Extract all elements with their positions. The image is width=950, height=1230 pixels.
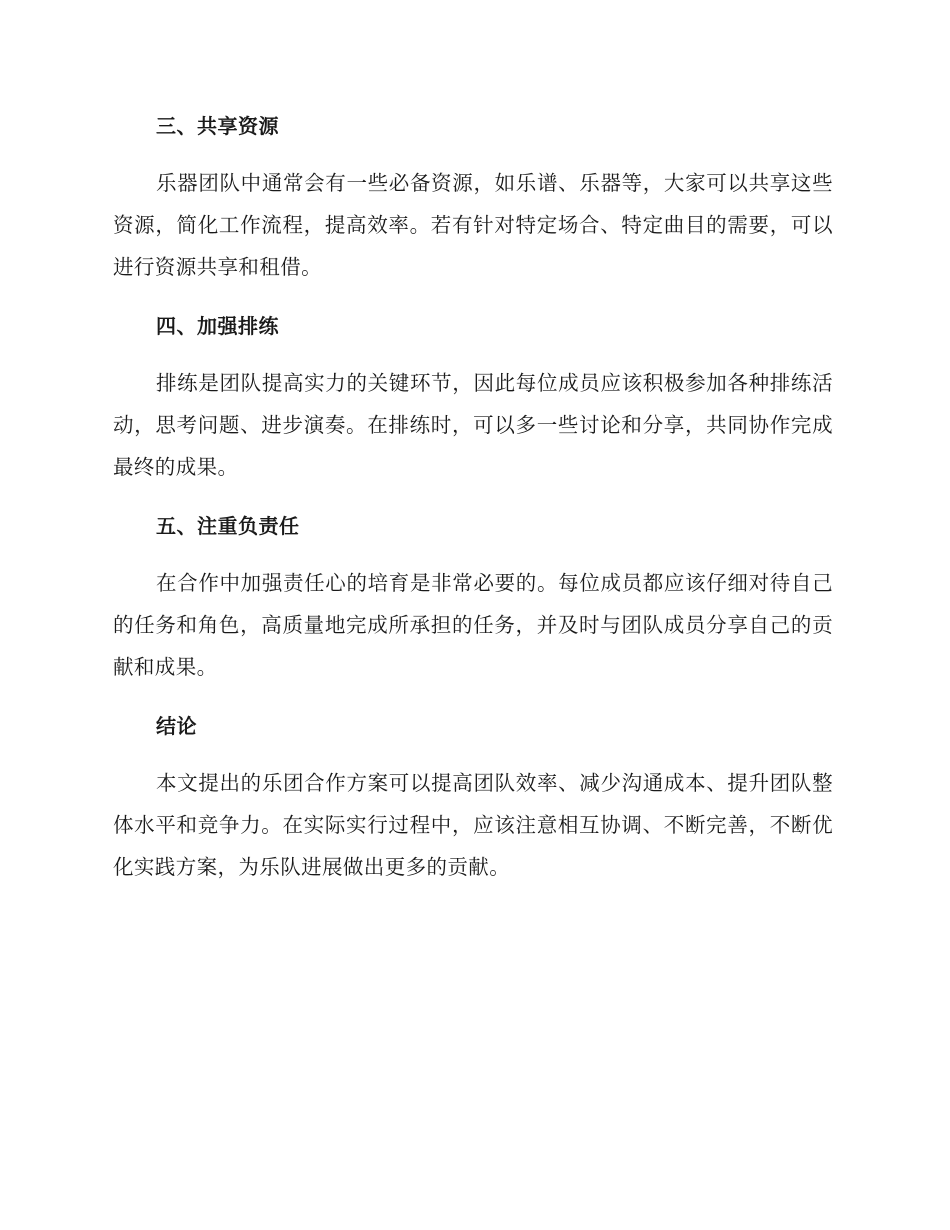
section-paragraph: 排练是团队提高实力的关键环节，因此每位成员应该积极参加各种排练活动，思考问题、进步演奏。在排练时，可以多一些讨论和分享，共同协作完成最终的成果。 (113, 371, 833, 479)
section-paragraph: 乐器团队中通常会有一些必备资源，如乐谱、乐器等，大家可以共享这些资源，简化工作流程，提高效率。若有针对特定场合、特定曲目的需要，可以进行资源共享和租借。 (113, 171, 833, 279)
section-share-resources (113, 110, 833, 288)
section-heading: 三、共享资源 (156, 114, 279, 138)
section-responsibility (113, 510, 833, 688)
section-conclusion (113, 710, 833, 888)
section-paragraph: 本文提出的乐团合作方案可以提高团队效率、减少沟通成本、提升团队整体水平和竞争力。在实际实行过程中，应该注意相互协调、不断完善，不断优化实践方案，为乐队进展做出更多的贡献。 (113, 771, 833, 879)
section-paragraph: 在合作中加强责任心的培育是非常必要的。每位成员都应该仔细对待自己的任务和角色，高质量地完成所承担的任务，并及时与团队成员分享自己的贡献和成果。 (113, 571, 833, 679)
document-body (113, 110, 833, 910)
section-heading: 四、加强排练 (156, 314, 279, 338)
section-heading: 五、注重负责任 (156, 514, 300, 538)
section-strengthen-rehearsal (113, 310, 833, 488)
section-heading: 结论 (156, 714, 197, 738)
